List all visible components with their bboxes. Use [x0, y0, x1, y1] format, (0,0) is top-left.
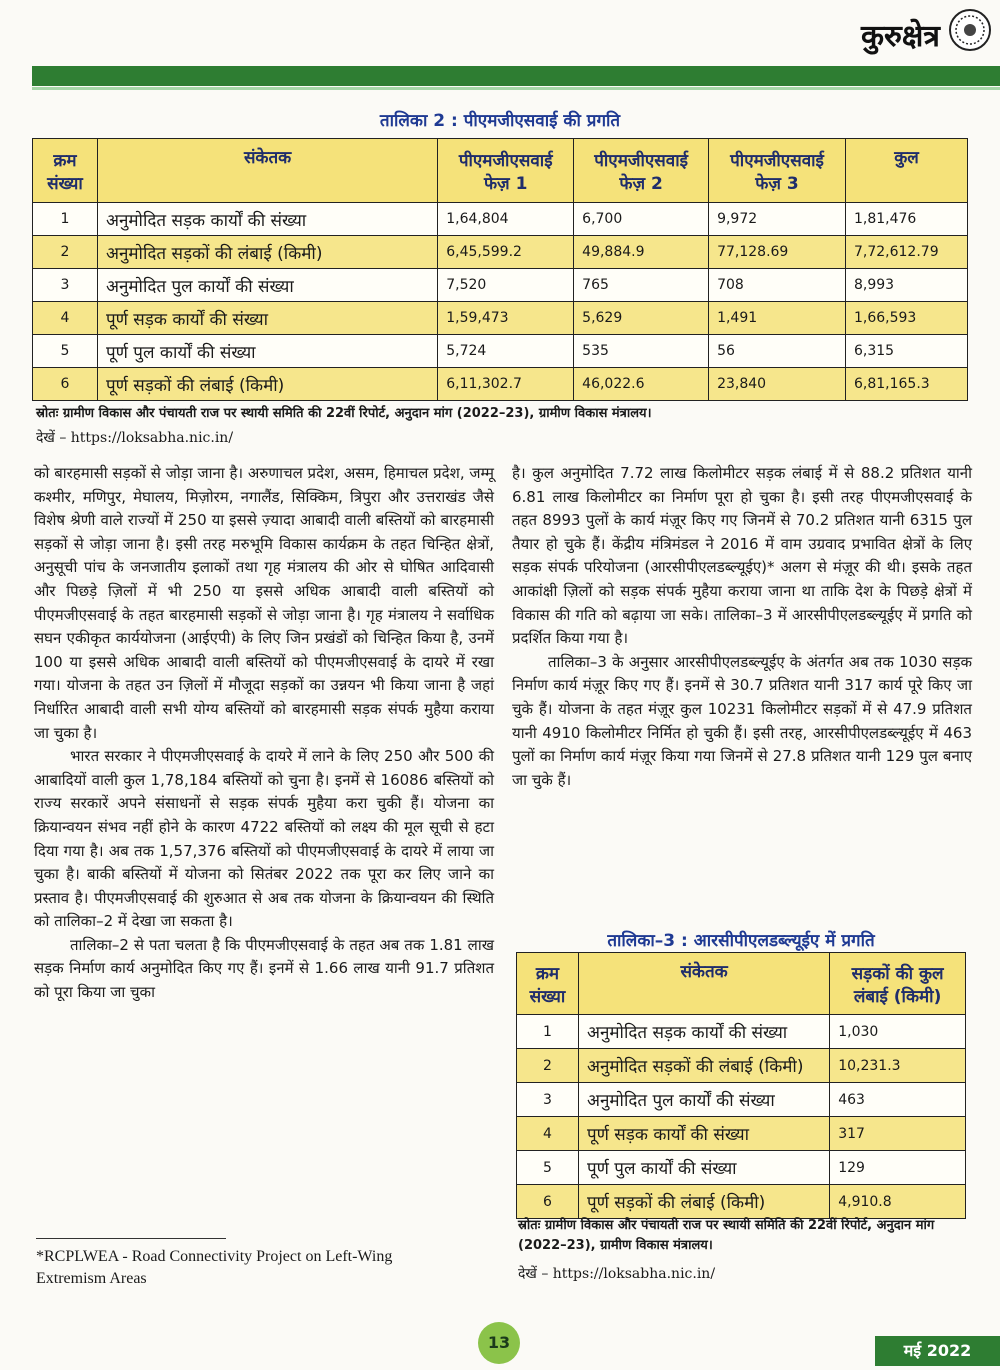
table-cell: 46,022.6 [574, 368, 709, 401]
table-cell: 1,66,593 [846, 302, 968, 335]
table2-header-indicator: संकेतक [97, 139, 437, 203]
table-cell: अनुमोदित सड़क कार्यों की संख्या [97, 203, 437, 236]
table-cell: 8,993 [846, 269, 968, 302]
footnote: *RCPLWEA - Road Connectivity Project on Left-Wing Extremism Areas [36, 1248, 393, 1287]
table-cell: 6,81,165.3 [846, 368, 968, 401]
table-cell: 5,629 [574, 302, 709, 335]
table-cell: 6,11,302.7 [438, 368, 574, 401]
table-cell: 4 [33, 302, 98, 335]
table-cell: 1,64,804 [438, 203, 574, 236]
table-cell: 5 [33, 335, 98, 368]
paragraph: तालिका–2 से पता चलता है कि पीएमजीएसवाई के तहत अब तक 1.81 लाख सड़क निर्माण कार्य अनुमोदित किए गए हैं। इनमें से 1.66 लाख यानी 91.7 प्रतिशत को पूरा किया जा चुका [34, 935, 494, 1002]
table2-source: स्रोतः ग्रामीण विकास और पंचायती राज पर स्थायी समिति की 22वीं रिपोर्ट, अनुदान मांग (2022–23), ग्रामीण विकास मंत्रालय। [36, 406, 652, 421]
table-cell: 1,491 [709, 302, 846, 335]
right-column [512, 462, 972, 792]
table-cell: 1,59,473 [438, 302, 574, 335]
magazine-title: कुरुक्षेत्र [860, 19, 940, 54]
table-cell: 4,910.8 [830, 1185, 966, 1219]
table2-header-phase3: पीएमजीएसवाई फेज़ 3 [709, 139, 846, 203]
table-cell: 56 [709, 335, 846, 368]
paragraph: को बारहमासी सड़कों से जोड़ा जाना है। अरुणाचल प्रदेश, असम, हिमाचल प्रदेश, जम्मू कश्मीर, मणिपुर, मेघालय, मिज़ोरम, नगालैंड, सिक्किम, त्रिपुरा और उत्तराखंड जैसे विशेष श्रेणी वाले राज्यों में 250 या इससे ज़्यादा आबादी वाली बस्तियों को बारहमासी सड़कों से जोड़ा जाना है। इसी तरह मरुभूमि विकास कार्यक्रम के तहत चिन्हित क्षेत्रों, अनुसूची पांच के जनजातीय इलाकों तथा गृह मंत्रालय की ओर से घोषित आदिवासी और पिछड़े ज़िलों में भी 250 या इससे अधिक आबादी वाली बस्तियों को पीएमजीएसवाई के तहत बारहमासी सड़कों से जोड़ा जाना है। गृह मंत्रालय ने सर्वाधिक सघन एकीकृत कार्ययोजना (आईएपी) के लिए जिन प्रखंडों को चिन्हित किया है, उनमें 100 या इससे अधिक आबादी वाली बस्तियों को पीएमजीएसवाई के दायरे में रखा गया। योजना के तहत उन ज़िलों में मौजूदा सड़कों का उन्नयन भी किया जाना है जहां निर्धारित आबादी वाली सभी योग्य बस्तियों को बारहमासी सड़क संपर्क मुहैया कराया जा चुका है। [34, 464, 494, 742]
table2-header-total: कुल [846, 139, 968, 203]
table-row [33, 302, 968, 335]
table3-header-serial: क्रम संख्या [517, 953, 579, 1015]
table-cell: 1 [33, 203, 98, 236]
table-row [33, 335, 968, 368]
table-cell: 708 [709, 269, 846, 302]
magazine-emblem-icon [948, 8, 992, 52]
left-column [34, 462, 494, 1005]
issue-month: मई 2022 [875, 1336, 1000, 1366]
table-cell: 6 [33, 368, 98, 401]
table-cell: 765 [574, 269, 709, 302]
table-cell: पूर्ण पुल कार्यों की संख्या [97, 335, 437, 368]
table-cell: 9,972 [709, 203, 846, 236]
table3-header-length: सड़कों की कुल लंबाई (किमी) [830, 953, 966, 1015]
table-row [33, 269, 968, 302]
table-row [517, 1117, 966, 1151]
table2 [32, 138, 968, 401]
table-cell: 317 [830, 1117, 966, 1151]
table-cell: 1,030 [830, 1015, 966, 1049]
table-cell: 3 [517, 1083, 579, 1117]
table-row [517, 1151, 966, 1185]
table-cell: 2 [517, 1049, 579, 1083]
paragraph: भारत सरकार ने पीएमजीएसवाई के दायरे में लाने के लिए 250 और 500 की आबादियों वाली कुल 1,78,184 बस्तियों को चुना है। इनमें से 16086 बस्तियों को राज्य सरकारें अपने संसाधनों से सड़क संपर्क मुहैया करा चुकी हैं। योजना का क्रियान्वयन संभव नहीं होने के कारण 4722 बस्तियों को लक्ष्य की मूल सूची से हटा दिया गया है। अब तक 1,57,376 बस्तियों को पीएमजीएसवाई के दायरे में लाया जा चुका है। बाकी बस्तियों में योजना को सितंबर 2022 तक पूरा कर लिए जाने का प्रस्ताव है। पीएमजीएसवाई की शुरुआत से अब तक योजना के क्रियान्वयन की स्थिति को तालिका–2 में देखा जा सकता है। [34, 747, 494, 931]
table-cell: 4 [517, 1117, 579, 1151]
table3 [516, 952, 966, 1219]
table2-header-phase1: पीएमजीएसवाई फेज़ 1 [438, 139, 574, 203]
table-cell: पूर्ण सड़क कार्यों की संख्या [97, 302, 437, 335]
table-cell: अनुमोदित सड़क कार्यों की संख्या [578, 1015, 829, 1049]
table-cell: पूर्ण सड़कों की लंबाई (किमी) [578, 1185, 829, 1219]
table-cell: 535 [574, 335, 709, 368]
table-cell: 2 [33, 236, 98, 269]
table-cell: 6,700 [574, 203, 709, 236]
table-cell: 5,724 [438, 335, 574, 368]
table-cell: 23,840 [709, 368, 846, 401]
table-cell: अनुमोदित सड़कों की लंबाई (किमी) [97, 236, 437, 269]
table-row [33, 236, 968, 269]
footnote-divider [36, 1238, 226, 1239]
table-row [517, 1015, 966, 1049]
table-row [33, 368, 968, 401]
table-cell: 49,884.9 [574, 236, 709, 269]
paragraph: है। कुल अनुमोदित 7.72 लाख किलोमीटर सड़क लंबाई में से 88.2 प्रतिशत यानी 6.81 लाख किलोमीटर का निर्माण पूरा हो चुका है। इसी तरह पीएमजीएसवाई के तहत 8993 पुलों के कार्य मंज़ूर किए गए जिनमें से 70.2 प्रतिशत यानी 6315 पुल तैयार हो चुके हैं। केंद्रीय मंत्रिमंडल ने 2016 में वाम उग्रवाद प्रभावित क्षेत्रों के लिए सड़क संपर्क परियोजना (आरसीपीएलडब्ल्यूईए)* अलग से मंज़ूर की थी। इसके तहत आकांक्षी ज़िलों को सड़क संपर्क मुहैया कराया जाना था ताकि देश के पिछड़े क्षेत्रों में विकास की गति को बढ़ाया जा सके। तालिका–3 में आरसीपीएलडब्ल्यूईए में प्रगति को प्रदर्शित किया गया है। [512, 464, 972, 648]
table-cell: 1 [517, 1015, 579, 1049]
table-cell: पूर्ण सड़कों की लंबाई (किमी) [97, 368, 437, 401]
table-cell: 6,45,599.2 [438, 236, 574, 269]
table3-see-link[interactable]: देखें – https://loksabha.nic.in/ [518, 1266, 716, 1282]
table-cell: 7,520 [438, 269, 574, 302]
table-cell: अनुमोदित पुल कार्यों की संख्या [578, 1083, 829, 1117]
table3-source: स्रोतः ग्रामीण विकास और पंचायती राज पर स्थायी समिति की 22वीं रिपोर्ट, अनुदान मांग (2022–23), ग्रामीण विकास मंत्रालय। [518, 1218, 935, 1253]
table-cell: अनुमोदित सड़कों की लंबाई (किमी) [578, 1049, 829, 1083]
table-cell: पूर्ण सड़क कार्यों की संख्या [578, 1117, 829, 1151]
page-number: 13 [478, 1322, 520, 1364]
header-bar [32, 66, 1000, 86]
table-cell: पूर्ण पुल कार्यों की संख्या [578, 1151, 829, 1185]
table3-title: तालिका–3 : आरसीपीएलडब्ल्यूईए में प्रगति [607, 931, 875, 951]
table-cell: 1,81,476 [846, 203, 968, 236]
table2-header-serial: क्रम संख्या [33, 139, 98, 203]
table-cell: 6,315 [846, 335, 968, 368]
table2-see-link[interactable]: देखें – https://loksabha.nic.in/ [36, 430, 234, 446]
table-cell: 5 [517, 1151, 579, 1185]
table-cell: 129 [830, 1151, 966, 1185]
paragraph: तालिका–3 के अनुसार आरसीपीएलडब्ल्यूईए के अंतर्गत अब तक 1030 सड़क निर्माण कार्य मंज़ूर किए गए हैं। इनमें से 30.7 प्रतिशत यानी 317 कार्य पूरे किए जा चुके हैं। योजना के तहत मंज़ूर कुल 10231 किलोमीटर सड़कों में से 47.9 प्रतिशत यानी 4910 किलोमीटर निर्मित हो चुकी हैं। इसी तरह, आरसीपीएलडब्ल्यूईए में 463 पुलों का निर्माण कार्य मंज़ूर किया गया जिनमें से 27.8 प्रतिशत यानी 129 पुल बनाए जा चुके हैं। [512, 652, 972, 789]
table2-title: तालिका 2 : पीएमजीएसवाई की प्रगति [379, 111, 621, 131]
table-cell: 77,128.69 [709, 236, 846, 269]
table-cell: 6 [517, 1185, 579, 1219]
table2-header-phase2: पीएमजीएसवाई फेज़ 2 [574, 139, 709, 203]
table-cell: 463 [830, 1083, 966, 1117]
table-cell: 7,72,612.79 [846, 236, 968, 269]
table-row [517, 1083, 966, 1117]
table-cell: अनुमोदित पुल कार्यों की संख्या [97, 269, 437, 302]
table-row [517, 1185, 966, 1219]
table-row [33, 203, 968, 236]
table3-header-indicator: संकेतक [578, 953, 829, 1015]
table-row [517, 1049, 966, 1083]
table-cell: 3 [33, 269, 98, 302]
table-cell: 10,231.3 [830, 1049, 966, 1083]
